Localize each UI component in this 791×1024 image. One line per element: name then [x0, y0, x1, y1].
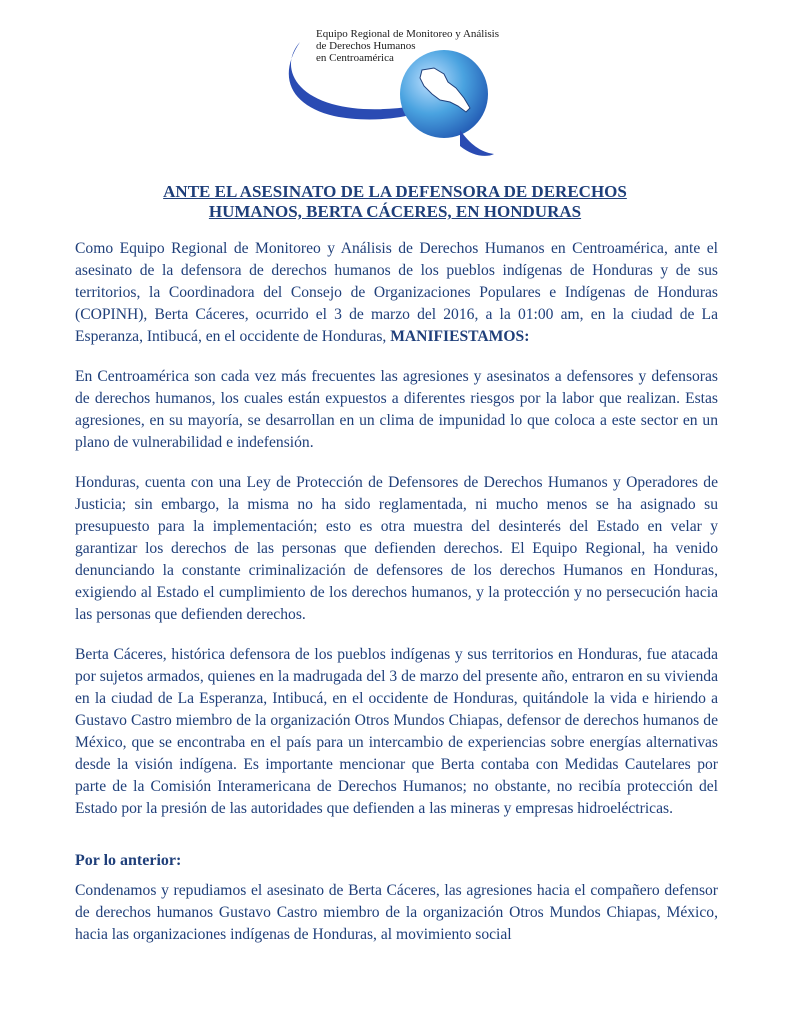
paragraph-attack: Berta Cáceres, histórica defensora de los pueblos indígenas y sus territorios en Honduras, fue atacada por sujetos armados, quienes en la madrugada del 3 de marzo del presente año, entraron en su vivienda en la ciudad de La Esperanza, Intibucá, en el occidente de Honduras, quitándole la vida e hiriendo a Gustavo Castro miembro de la organización Otros Mundos Chiapas, defensor de derechos humanos de México, que se encontraba en el país para un intercambio de experiencias sobre energías alternativas desde la visión indígena. Es importante mencionar que Berta contaba con Medidas Cautelares por parte de la Comisión Interamericana de Derechos Humanos; no obstante, no recibía protección del Estado por la presión de las autoridades que defienden a las mineras y empresas hidroeléctricas. — [75, 646, 718, 817]
paragraph-intro — [75, 238, 718, 348]
title-line-2: HUMANOS, BERTA CÁCERES, EN HONDURAS — [208, 202, 582, 221]
document-title — [75, 182, 715, 222]
logo-line-2: de Derechos Humanos — [316, 40, 416, 52]
logo-line-3: en Centroamérica — [316, 52, 394, 64]
paragraph-intro-text: Como Equipo Regional de Monitoreo y Análisis de Derechos Humanos en Centroamérica, ante el asesinato de la defensora de derechos humanos de los pueblos indígenas de Honduras y de sus territorios, la Coordinadora del Consejo de Organizaciones Populares e Indígenas de Honduras (COPINH), Berta Cáceres, ocurrido el 3 de marzo del 2016, a la 01:00 am, en la ciudad de La Esperanza, Intibucá, en el occidente de Honduras, — [75, 240, 718, 345]
manifestamos-emphasis: MANIFIESTAMOS: — [390, 328, 530, 345]
section-heading: Por lo anterior: — [75, 852, 182, 869]
paragraph-condemnation: Condenamos y repudiamos el asesinato de Berta Cáceres, las agresiones hacia el compañero defensor de derechos humanos Gustavo Castro miembro de la organización Otros Mundos Chiapas, México, hacia las organizaciones indígenas de Honduras, al movimiento social — [75, 882, 718, 943]
logo-line-1: Equipo Regional de Monitoreo y Análisis — [316, 28, 500, 40]
paragraph-context: En Centroamérica son cada vez más frecuentes las agresiones y asesinatos a defensores y defensoras de derechos humanos, los cuales están expuestos a diferentes riesgos por la labor que realizan. Estas agresiones, en su mayoría, se desarrollan en un clima de impunidad lo que coloca a este sector en un plano de vulnerabilidad e indefensión. — [75, 368, 718, 451]
logo-text — [316, 28, 506, 64]
paragraph-law: Honduras, cuenta con una Ley de Protección de Defensores de Derechos Humanos y Operadores de Justicia; sin embargo, la misma no ha sido reglamentada, ni mucho menos se ha asignado su presupuesto para la implementación; esto es otra muestra del desinterés del Estado en velar y garantizar los derechos de las personas que defienden derechos. El Equipo Regional, ha venido denunciando la constante criminalización de defensores de los derechos Humanos en Honduras, exigiendo al Estado el cumplimiento de los derechos humanos, y la protección y no persecución hacia las personas que defienden derechos. — [75, 474, 718, 623]
logo-q-tail — [460, 130, 494, 156]
title-line-1: ANTE EL ASESINATO DE LA DEFENSORA DE DERECHOS — [163, 182, 627, 201]
